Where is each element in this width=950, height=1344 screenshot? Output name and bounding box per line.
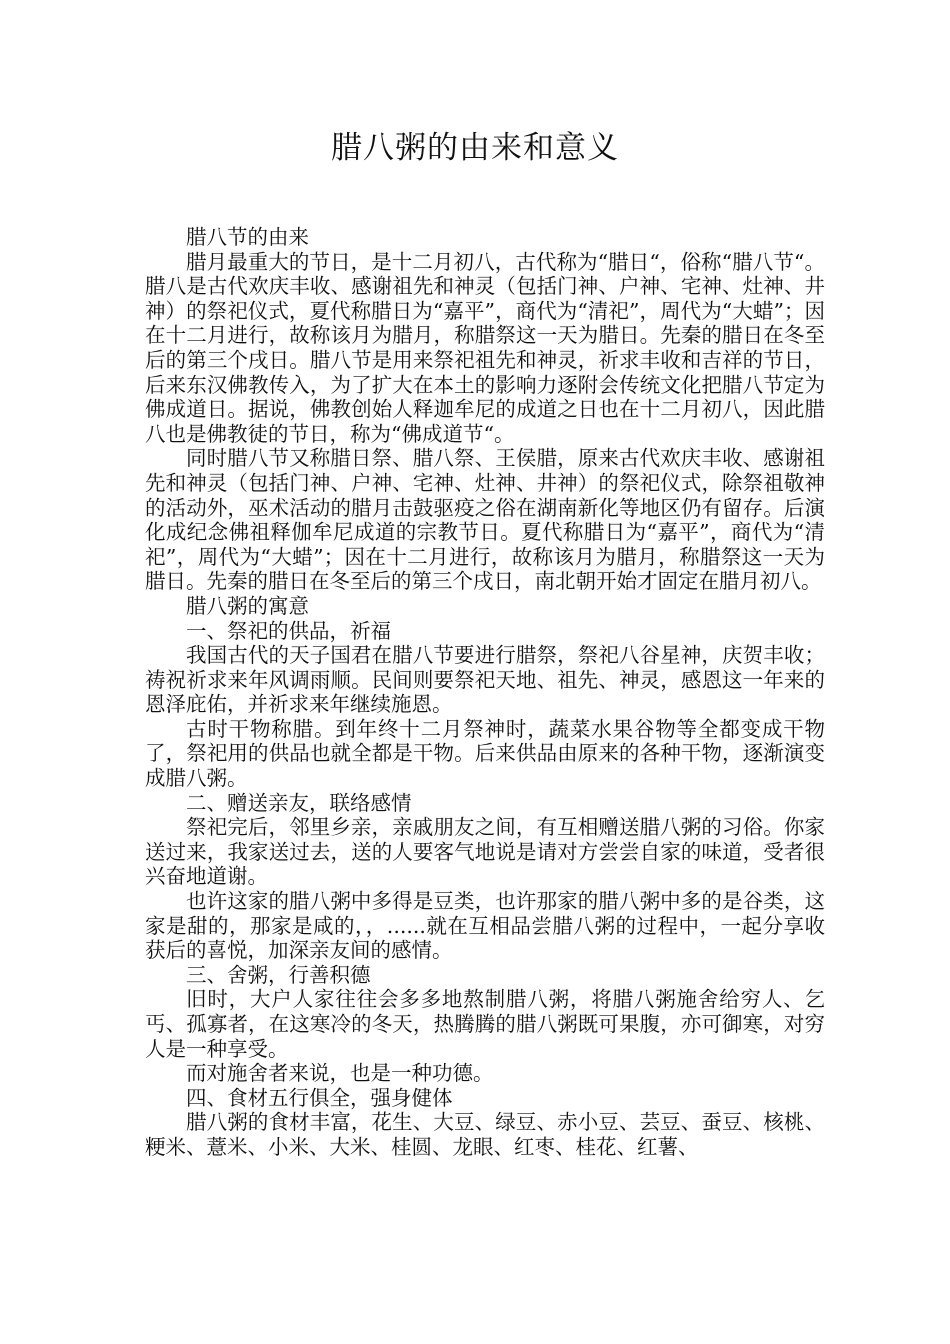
document-body bbox=[145, 225, 825, 1160]
paragraph: 而对施舍者来说，也是一种功德。 bbox=[186, 1061, 494, 1086]
paragraph: 我国古代的天子国君在腊八节要进行腊祭，祭祀八谷星神，庆贺丰收；祷祝祈求来年风调雨顺。民间则要祭祀天地、祖先、神灵，感恩这一年来的恩泽庇佑，并祈求来年继续施恩。 bbox=[145, 643, 825, 717]
subheading-gifting: 二、赠送亲友，联络感情 bbox=[186, 790, 412, 815]
document-title: 腊八粥的由来和意义 bbox=[331, 130, 619, 166]
paragraph: 腊月最重大的节日，是十二月初八，古代称为“腊日“，俗称“腊八节“。腊八是古代欢庆丰收、感谢祖先和神灵（包括门神、户神、宅神、灶神、井神）的祭祀仪式，夏代称腊日为“嘉平”，商代为“清祀”，周代为“大蜡”；因在十二月进行，故称该月为腊月，称腊祭这一天为腊日。先秦的腊日在冬至后的第三个戌日。腊八节是用来祭祀祖先和神灵，祈求丰收和吉祥的节日，后来东汉佛教传入，为了扩大在本土的影响力逐附会传统文化把腊八节定为佛成道日。据说，佛教创始人释迦牟尼的成道之日也在十二月初八，因此腊八也是佛教徒的节日，称为“佛成道节“。 bbox=[145, 249, 825, 446]
paragraph: 同时腊八节又称腊日祭、腊八祭、王侯腊，原来古代欢庆丰收、感谢祖先和神灵（包括门神、户神、宅神、灶神、井神）的祭祀仪式，除祭祖敬神的活动外，巫术活动的腊月击鼓驱疫之俗在湖南新化等地区仍有留存。后演化成纪念佛祖释伽牟尼成道的宗教节日。夏代称腊日为“嘉平”，商代为“清祀”，周代为“大蜡”；因在十二月进行，故称该月为腊月，称腊祭这一天为腊日。先秦的腊日在冬至后的第三个戌日，南北朝开始才固定在腊月初八。 bbox=[145, 446, 825, 594]
subheading-charity: 三、舍粥，行善积德 bbox=[186, 962, 371, 987]
subheading-sacrifice: 一、祭祀的供品，祈福 bbox=[186, 618, 391, 643]
section-heading-origin: 腊八节的由来 bbox=[186, 225, 309, 249]
paragraph: 祭祀完后，邻里乡亲，亲戚朋友之间，有互相赠送腊八粥的习俗。你家送过来，我家送过去，送的人要客气地说是请对方尝尝自家的味道，受者很兴奋地道谢。 bbox=[145, 815, 825, 889]
paragraph: 腊八粥的食材丰富，花生、大豆、绿豆、赤小豆、芸豆、蚕豆、核桃、粳米、薏米、小米、大米、桂圆、龙眼、红枣、桂花、红薯、 bbox=[145, 1110, 825, 1159]
paragraph: 古时干物称腊。到年终十二月祭神时，蔬菜水果谷物等全都变成干物了，祭祀用的供品也就全都是干物。后来供品由原来的各种干物，逐渐演变成腊八粥。 bbox=[145, 716, 825, 791]
subheading-health: 四、食材五行俱全，强身健体 bbox=[186, 1085, 453, 1110]
section-heading-meaning: 腊八粥的寓意 bbox=[186, 593, 309, 618]
paragraph: 也许这家的腊八粥中多得是豆类，也许那家的腊八粥中多的是谷类，这家是甜的，那家是咸的，，......就在互相品尝腊八粥的过程中，一起分享收获后的喜悦，加深亲友间的感情。 bbox=[145, 889, 825, 963]
paragraph: 旧时，大户人家往往会多多地熬制腊八粥，将腊八粥施舍给穷人、乞丐、孤寡者，在这寒冷的冬天，热腾腾的腊八粥既可果腹，亦可御寒，对穷人是一种享受。 bbox=[145, 987, 825, 1061]
